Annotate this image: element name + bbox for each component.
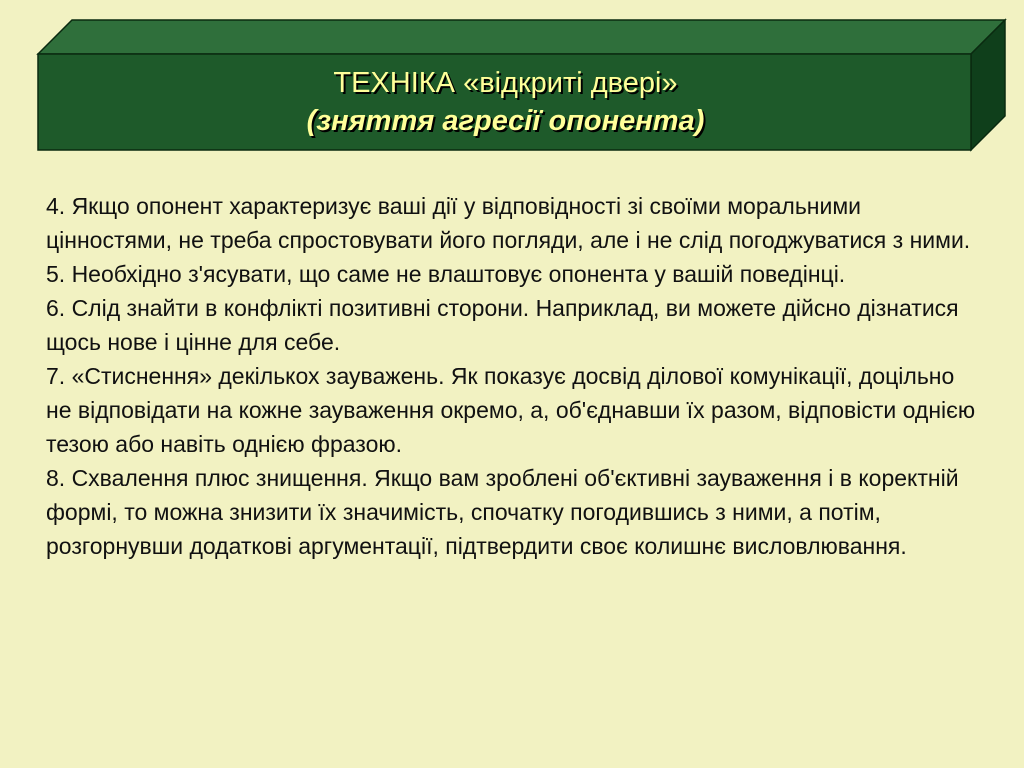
content-body bbox=[46, 189, 976, 563]
paragraph-7: 7. «Стиснення» декількох зауважень. Як показує досвід ділової комунікації, доцільно не відповідати на кожне зауваження окремо, а, об'єднавши їх разом, відповісти однією тезою або навіть однією фразою. bbox=[46, 363, 976, 457]
paragraph-5: 5. Необхідно з'ясувати, що саме не влаштовує опонента у вашій поведінці. bbox=[46, 261, 846, 287]
paragraph-8: 8. Схвалення плюс знищення. Якщо вам зроблені об'єктивні зауваження і в коректній формі, то можна знизити їх значимість, спочатку погодившись з ними, а потім, розгорнувши додаткові аргументації, підтвердити своє колишнє висловлювання. bbox=[46, 465, 959, 559]
page-title bbox=[38, 54, 973, 150]
title-line-2: (зняття агресії опонента) bbox=[306, 105, 705, 137]
title-line-1: ТЕХНІКА «відкриті двері» bbox=[333, 67, 678, 99]
paragraph-6: 6. Слід знайти в конфлікті позитивні сторони. Наприклад, ви можете дійсно дізнатися щось нове і цінне для себе. bbox=[46, 295, 959, 355]
paragraph-4: 4. Якщо опонент характеризує ваші дії у відповідності зі своїми моральними цінностями, не треба спростовувати його погляди, але і не слід погоджуватися з ними. bbox=[46, 193, 971, 253]
banner-top-face bbox=[38, 20, 1005, 54]
title-banner bbox=[0, 0, 1024, 160]
